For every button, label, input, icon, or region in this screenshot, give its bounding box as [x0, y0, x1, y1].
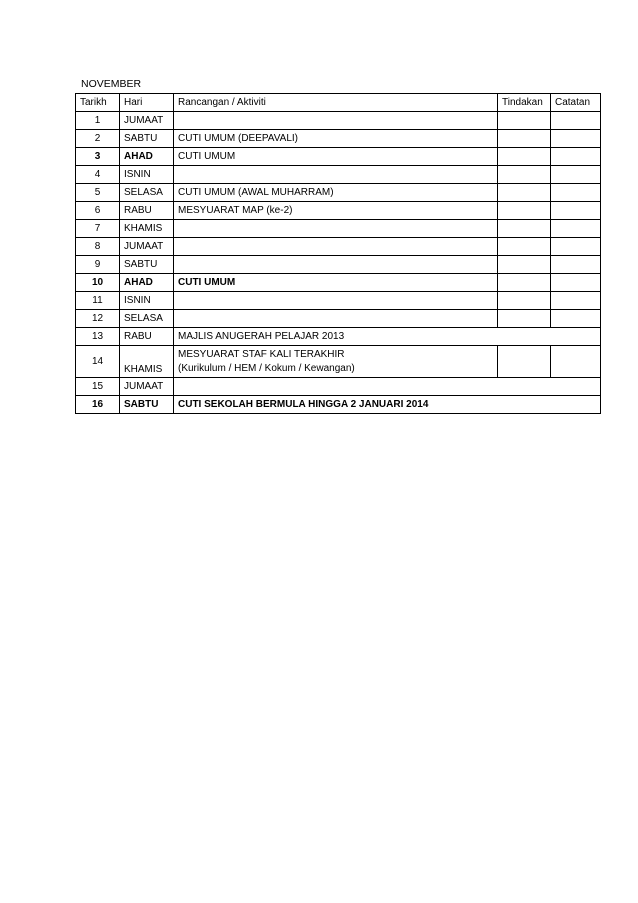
cell-tarikh: 14: [76, 346, 120, 378]
cell-tindakan: [498, 148, 551, 166]
cell-aktiviti: CUTI UMUM: [174, 148, 498, 166]
cell-tarikh: 13: [76, 328, 120, 346]
cell-aktiviti: [174, 166, 498, 184]
header-tindakan: Tindakan: [498, 94, 551, 112]
cell-tarikh: 9: [76, 256, 120, 274]
cell-hari: JUMAAT: [120, 112, 174, 130]
cell-tarikh: 15: [76, 378, 120, 396]
table-row: [76, 274, 601, 292]
month-title: NOVEMBER: [81, 78, 142, 90]
table-row: [76, 378, 601, 396]
cell-catatan: [551, 148, 601, 166]
cell-hari: RABU: [120, 202, 174, 220]
aktiviti-line: MESYUARAT STAF KALI TERAKHIR: [178, 348, 345, 360]
schedule-table: [75, 93, 601, 414]
table-row: [76, 166, 601, 184]
cell-aktiviti: [174, 238, 498, 256]
cell-aktiviti: CUTI UMUM (DEEPAVALI): [174, 130, 498, 148]
cell-hari: ISNIN: [120, 292, 174, 310]
table-row: [76, 256, 601, 274]
cell-aktiviti: [174, 112, 498, 130]
cell-catatan: [551, 310, 601, 328]
cell-aktiviti: MESYUARAT MAP (ke-2): [174, 202, 498, 220]
table-row: [76, 184, 601, 202]
table-row: [76, 130, 601, 148]
cell-aktiviti: [174, 220, 498, 238]
cell-aktiviti: CUTI UMUM: [174, 274, 498, 292]
cell-aktiviti: MAJLIS ANUGERAH PELAJAR 2013: [174, 328, 601, 346]
cell-tarikh: 5: [76, 184, 120, 202]
cell-catatan: [551, 292, 601, 310]
cell-tarikh: 10: [76, 274, 120, 292]
cell-tindakan: [498, 238, 551, 256]
table-row: [76, 148, 601, 166]
cell-tindakan: [498, 292, 551, 310]
cell-hari: SABTU: [120, 396, 174, 414]
cell-aktiviti: [174, 346, 498, 378]
table-row: [76, 328, 601, 346]
cell-catatan: [551, 130, 601, 148]
cell-hari: AHAD: [120, 274, 174, 292]
cell-catatan: [551, 238, 601, 256]
cell-catatan: [551, 166, 601, 184]
cell-tarikh: 11: [76, 292, 120, 310]
cell-aktiviti: [174, 256, 498, 274]
cell-aktiviti: [174, 292, 498, 310]
cell-aktiviti: CUTI SEKOLAH BERMULA HINGGA 2 JANUARI 2014: [174, 396, 601, 414]
cell-tarikh: 3: [76, 148, 120, 166]
cell-tarikh: 16: [76, 396, 120, 414]
cell-tindakan: [498, 184, 551, 202]
cell-hari: JUMAAT: [120, 238, 174, 256]
cell-catatan: [551, 220, 601, 238]
cell-tarikh: 4: [76, 166, 120, 184]
cell-tarikh: 1: [76, 112, 120, 130]
cell-tindakan: [498, 166, 551, 184]
cell-aktiviti: [174, 310, 498, 328]
table-row: [76, 220, 601, 238]
header-row: [76, 94, 601, 112]
table-row: [76, 310, 601, 328]
cell-hari: SELASA: [120, 310, 174, 328]
table-row: [76, 238, 601, 256]
header-catatan: Catatan: [551, 94, 601, 112]
cell-tarikh: 6: [76, 202, 120, 220]
cell-tarikh: 7: [76, 220, 120, 238]
cell-catatan: [551, 256, 601, 274]
cell-catatan: [551, 274, 601, 292]
cell-aktiviti: CUTI UMUM (AWAL MUHARRAM): [174, 184, 498, 202]
cell-tindakan: [498, 130, 551, 148]
table-row: [76, 292, 601, 310]
cell-hari: SABTU: [120, 256, 174, 274]
header-tarikh: Tarikh: [76, 94, 120, 112]
cell-hari: RABU: [120, 328, 174, 346]
table-row: [76, 202, 601, 220]
cell-catatan: [551, 346, 601, 378]
table-row: [76, 112, 601, 130]
cell-tarikh: 8: [76, 238, 120, 256]
cell-aktiviti: [174, 378, 601, 396]
header-hari: Hari: [120, 94, 174, 112]
cell-tindakan: [498, 274, 551, 292]
cell-catatan: [551, 202, 601, 220]
cell-hari: KHAMIS: [120, 346, 174, 378]
cell-hari: JUMAAT: [120, 378, 174, 396]
cell-tindakan: [498, 112, 551, 130]
aktiviti-line: (Kurikulum / HEM / Kokum / Kewangan): [178, 362, 355, 374]
cell-tindakan: [498, 256, 551, 274]
cell-hari: ISNIN: [120, 166, 174, 184]
cell-catatan: [551, 184, 601, 202]
cell-hari: AHAD: [120, 148, 174, 166]
cell-hari: SELASA: [120, 184, 174, 202]
cell-tarikh: 12: [76, 310, 120, 328]
cell-catatan: [551, 112, 601, 130]
cell-tindakan: [498, 346, 551, 378]
cell-tindakan: [498, 202, 551, 220]
cell-tindakan: [498, 310, 551, 328]
cell-hari: SABTU: [120, 130, 174, 148]
header-aktiviti: Rancangan / Aktiviti: [174, 94, 498, 112]
table-row: [76, 346, 601, 378]
cell-hari: KHAMIS: [120, 220, 174, 238]
cell-tarikh: 2: [76, 130, 120, 148]
table-row: [76, 396, 601, 414]
cell-tindakan: [498, 220, 551, 238]
